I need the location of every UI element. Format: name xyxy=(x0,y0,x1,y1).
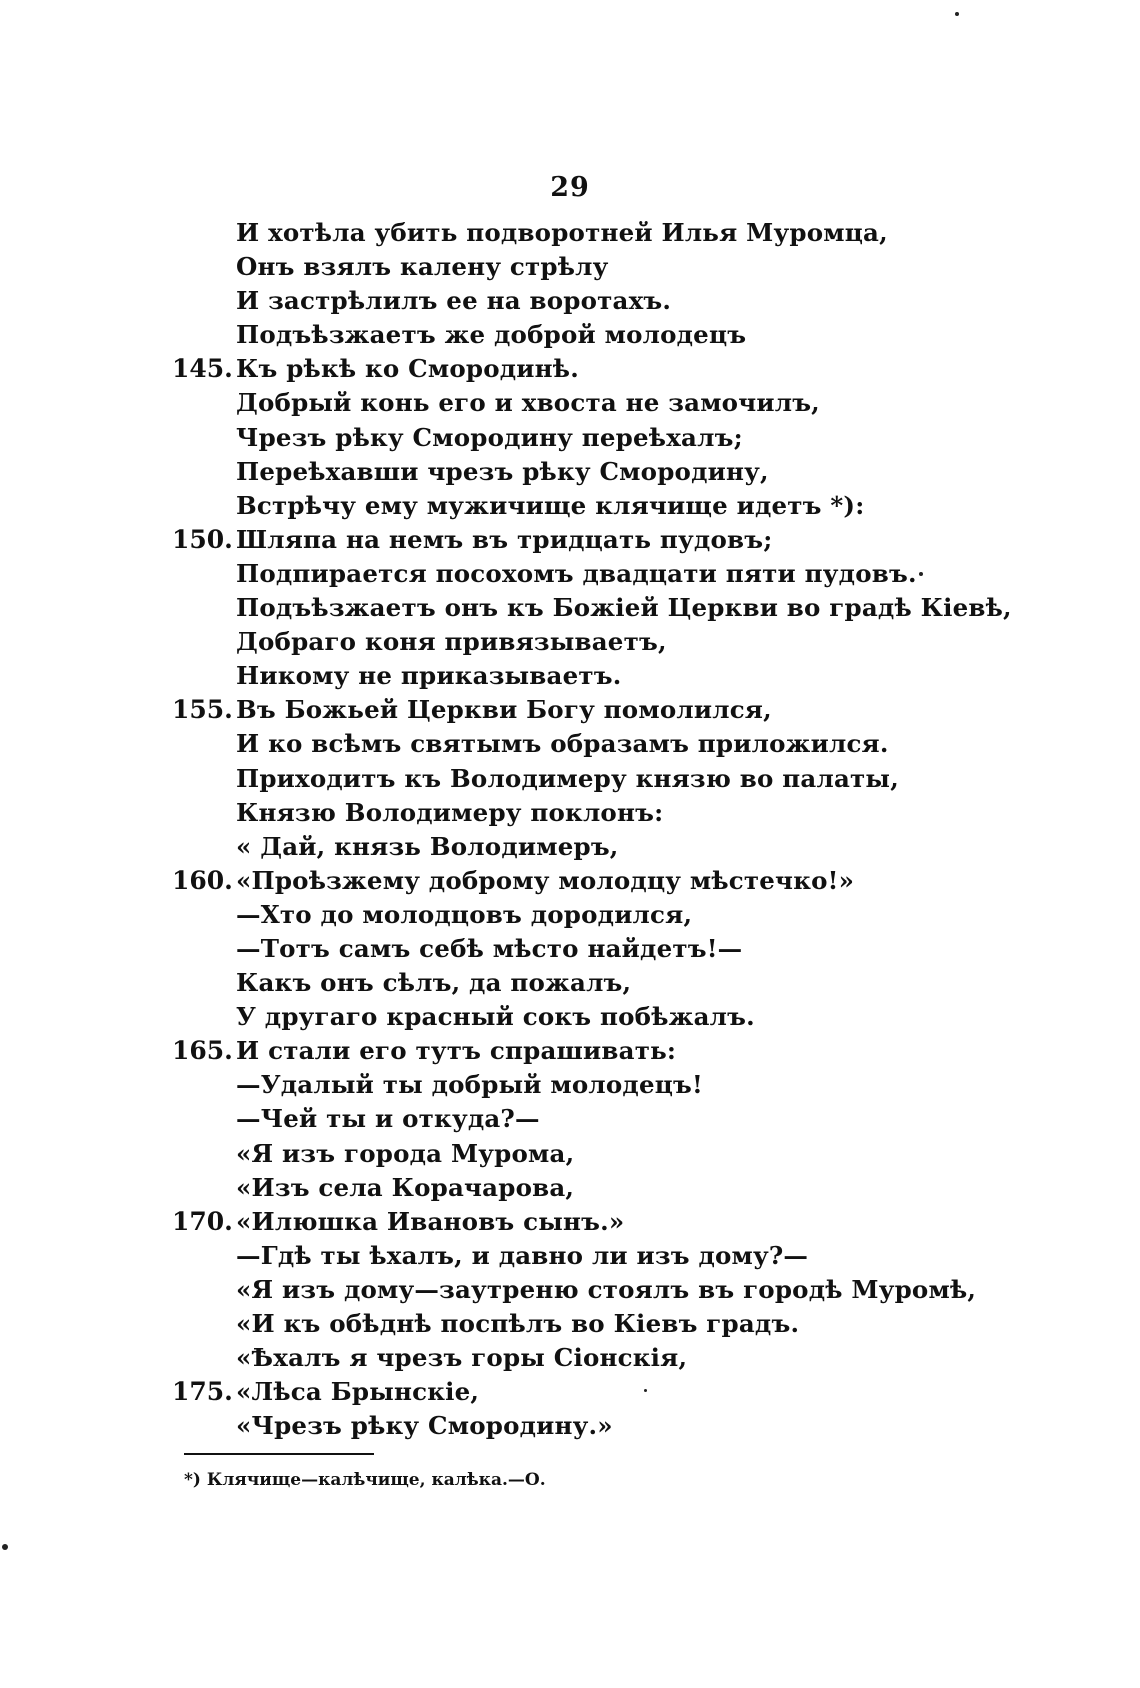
footnote: *) Клячище—калѣчище, калѣка.—О. xyxy=(184,1470,546,1490)
verse-text: Приходитъ къ Володимеру князю во палаты, xyxy=(236,763,899,793)
verse-number: 170. xyxy=(172,1206,233,1236)
verse-text: —Хто до молодцовъ дородился, xyxy=(236,899,693,929)
verse-line xyxy=(0,727,1140,761)
verse-line xyxy=(0,421,1140,455)
verse-text: «И къ обѣднѣ поспѣлъ во Кіевъ градъ. xyxy=(236,1309,800,1338)
verse-text: «Ѣхалъ я чрезъ горы Сіонскія, xyxy=(236,1343,688,1373)
verse-text: Добраго коня привязываетъ, xyxy=(236,627,667,657)
verse-line xyxy=(0,1137,1140,1171)
verse-text: Въ Божьей Церкви Богу помолился, xyxy=(236,695,772,725)
verse-line xyxy=(0,966,1140,1000)
verse-line xyxy=(0,932,1140,966)
verse-line xyxy=(0,1307,1140,1341)
verse-text: Добрый конь его и хвоста не замочилъ, xyxy=(236,388,820,418)
verse-line xyxy=(0,898,1140,932)
verse-line xyxy=(0,1034,1140,1068)
scan-speck xyxy=(955,12,959,16)
verse-line xyxy=(0,591,1140,625)
verse-line xyxy=(0,864,1140,898)
verse-line xyxy=(0,796,1140,830)
verse-text: « Дай, князь Володимеръ, xyxy=(236,831,619,861)
verse-number: 145. xyxy=(172,354,233,384)
verse-text: У другаго красный сокъ побѣжалъ. xyxy=(236,1002,755,1032)
verse-text: Какъ онъ сѣлъ, да пожалъ, xyxy=(236,968,632,998)
verse-text: «Илюшка Ивановъ сынъ.» xyxy=(236,1206,625,1236)
verse-text: —Чей ты и откуда?— xyxy=(236,1104,540,1134)
verse-text: Чрезъ рѣку Смородину переѣхалъ; xyxy=(236,422,743,452)
verse-line xyxy=(0,523,1140,557)
verse-text: Къ рѣкѣ ко Смородинѣ. xyxy=(236,354,579,384)
verse-number: 160. xyxy=(172,865,233,895)
verse-line xyxy=(0,1409,1140,1443)
verse-line xyxy=(0,1102,1140,1136)
scan-speck xyxy=(919,572,923,576)
verse-text: —Тотъ самъ себѣ мѣсто найдетъ!— xyxy=(236,933,743,963)
verse-line xyxy=(0,284,1140,318)
verse-line xyxy=(0,386,1140,420)
verse-line xyxy=(0,1000,1140,1034)
verse-text: «Лѣса Брынскіе, xyxy=(236,1377,480,1407)
verse-text: Подпирается посохомъ двадцати пяти пудовъ. xyxy=(236,558,917,588)
verse-line xyxy=(0,455,1140,489)
verse-text: «Я изъ дому—заутреню стоялъ въ городѣ Муромѣ, xyxy=(236,1274,977,1304)
scan-speck xyxy=(644,1389,647,1392)
verse-text: Встрѣчу ему мужичище клячище идетъ *): xyxy=(236,490,865,520)
verse-number: 165. xyxy=(172,1036,233,1066)
verse-number: 155. xyxy=(172,695,233,725)
verse-line xyxy=(0,1273,1140,1307)
verse-number: 175. xyxy=(172,1377,233,1407)
verse-line xyxy=(0,625,1140,659)
verse-text: Подъѣзжаетъ же доброй молодецъ xyxy=(236,320,747,350)
verse-text: И ко всѣмъ святымъ образамъ приложился. xyxy=(236,729,889,759)
verse-line xyxy=(0,352,1140,386)
verse-line xyxy=(0,1068,1140,1102)
verse-line xyxy=(0,1341,1140,1375)
verse-line xyxy=(0,1239,1140,1273)
verse-block xyxy=(0,216,1140,1443)
verse-text: «Изъ села Корачарова, xyxy=(236,1172,575,1202)
verse-line xyxy=(0,318,1140,352)
verse-text: И стали его тутъ спрашивать: xyxy=(236,1036,677,1066)
verse-text: «Я изъ города Мурома, xyxy=(236,1138,575,1168)
verse-line xyxy=(0,250,1140,284)
verse-text: Шляпа на немъ въ тридцать пудовъ; xyxy=(236,524,773,554)
verse-text: Никому не приказываетъ. xyxy=(236,661,622,691)
verse-line xyxy=(0,1205,1140,1239)
verse-line xyxy=(0,659,1140,693)
verse-text: —Удалый ты добрый молодецъ! xyxy=(236,1070,703,1100)
footnote-rule xyxy=(184,1453,374,1455)
verse-text: Переѣхавши чрезъ рѣку Смородину, xyxy=(236,456,769,486)
page-number: 29 xyxy=(550,172,590,203)
verse-line xyxy=(0,216,1140,250)
verse-text: И застрѣлилъ ее на воротахъ. xyxy=(236,286,672,316)
scan-speck xyxy=(2,1544,8,1550)
verse-line xyxy=(0,693,1140,727)
verse-text: «Проѣзжему доброму молодцу мѣстечко!» xyxy=(236,865,855,895)
verse-number: 150. xyxy=(172,524,233,554)
verse-text: «Чрезъ рѣку Смородину.» xyxy=(236,1411,613,1441)
verse-line xyxy=(0,557,1140,591)
verse-text: Князю Володимеру поклонъ: xyxy=(236,797,664,827)
verse-text: Онъ взялъ калену стрѣлу xyxy=(236,252,609,282)
verse-text: —Гдѣ ты ѣхалъ, и давно ли изъ дому?— xyxy=(236,1240,809,1270)
verse-line xyxy=(0,830,1140,864)
verse-line xyxy=(0,1375,1140,1409)
verse-line xyxy=(0,762,1140,796)
verse-line xyxy=(0,489,1140,523)
verse-text: И хотѣла убить подворотней Илья Муромца, xyxy=(236,218,888,247)
verse-text: Подъѣзжаетъ онъ къ Божіей Церкви во градѣ Кіевѣ, xyxy=(236,593,1012,623)
verse-line xyxy=(0,1171,1140,1205)
